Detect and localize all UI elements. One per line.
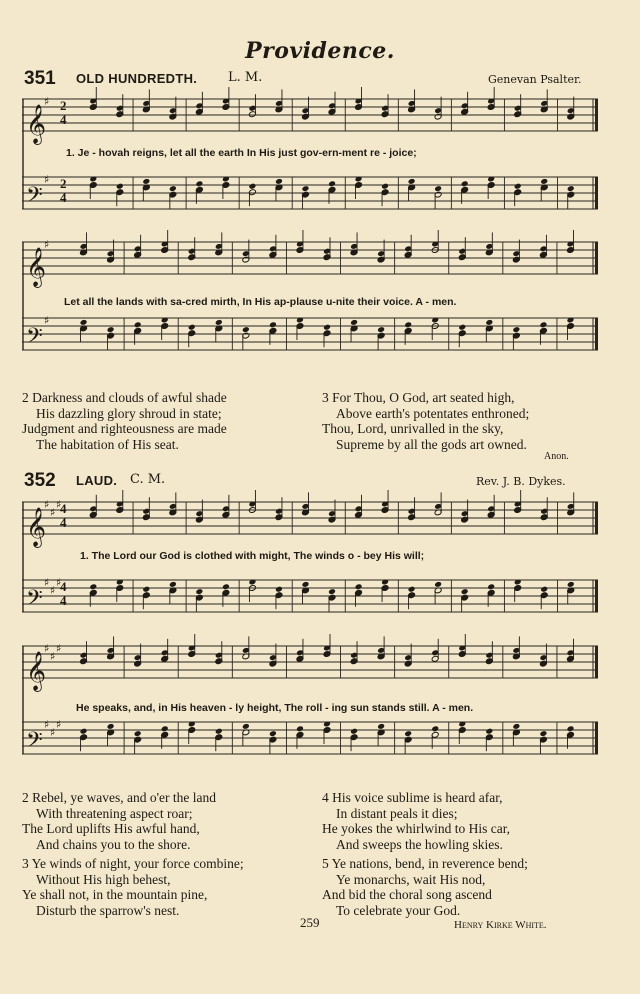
chord <box>487 583 495 606</box>
section-title: Providence. <box>245 38 395 64</box>
chord <box>107 240 115 263</box>
chord <box>431 639 439 662</box>
verse-line: He yokes the whirlwind to His car, <box>322 821 511 836</box>
chord <box>485 728 493 751</box>
verse-block <box>322 390 529 452</box>
chord <box>161 317 169 340</box>
verse-line: 2 Darkness and clouds of awful shade <box>22 390 227 405</box>
treble-clef-icon: 𝄞 <box>26 507 47 547</box>
chord <box>355 583 363 606</box>
chord <box>408 497 416 520</box>
chord <box>195 588 203 611</box>
tune-name: OLD HUNDREDTH. <box>76 71 198 86</box>
chord <box>195 92 203 115</box>
treble-staff <box>22 99 598 131</box>
chord <box>567 639 575 662</box>
chord <box>350 728 358 751</box>
chord <box>408 178 416 201</box>
chord <box>381 579 389 602</box>
verse-line: 3 For Thou, O God, art seated high, <box>322 390 515 405</box>
chord <box>134 730 142 753</box>
chord <box>169 185 177 208</box>
bass-staff <box>22 580 598 612</box>
verse-line: And chains you to the shore. <box>36 836 191 852</box>
time-signature: 4 <box>60 112 67 127</box>
chord <box>458 324 466 347</box>
hymn-number: 352 <box>24 470 56 491</box>
chord <box>242 326 250 349</box>
chord <box>431 317 439 340</box>
chord <box>485 232 493 255</box>
chord <box>404 644 412 667</box>
verse-line: In distant peals it dies; <box>336 805 458 821</box>
chord <box>408 586 416 609</box>
time-signature: 4 <box>60 501 67 516</box>
chord <box>514 183 522 206</box>
chord <box>116 183 124 206</box>
chord <box>107 326 115 349</box>
verse-line: Disturb the sparrow's nest. <box>36 902 180 918</box>
chord <box>461 500 469 523</box>
chord <box>107 723 115 746</box>
chord <box>512 240 520 263</box>
chord <box>275 89 283 112</box>
chord <box>80 232 88 255</box>
sharp-icon: ♯ <box>50 650 56 663</box>
sharp-icon: ♯ <box>44 498 50 511</box>
verse-line: 3 Ye winds of night, your force combine; <box>22 856 244 871</box>
time-signature: 4 <box>60 579 67 594</box>
chord <box>116 94 124 117</box>
chord <box>242 636 250 659</box>
chord <box>222 495 230 518</box>
chord <box>434 492 442 515</box>
chord <box>539 730 547 753</box>
chord <box>485 319 493 342</box>
chord <box>302 581 310 604</box>
chord <box>161 639 169 662</box>
hymn-number: 351 <box>24 68 56 89</box>
treble-staff <box>22 502 598 534</box>
chord <box>434 581 442 604</box>
verse-line: 2 Rebel, ye waves, and o'er the land <box>22 790 216 805</box>
author-credit: Henry Kirke White. <box>454 919 547 931</box>
chord <box>215 232 223 255</box>
verse-line: Ye monarchs, wait His nod, <box>336 871 486 887</box>
lyrics-line: 1. Je - hovah reigns, let all the earth In His just gov-ern-ment re - joice; <box>66 147 417 159</box>
verse-block <box>22 856 244 918</box>
sharp-icon: ♯ <box>44 576 50 589</box>
chord <box>487 176 495 199</box>
chord <box>269 644 277 667</box>
bass-clef-icon: 𝄢 <box>26 183 43 213</box>
chord <box>328 92 336 115</box>
chord <box>350 641 358 664</box>
verse-line: His dazzling glory shroud in state; <box>36 405 222 421</box>
chord <box>461 92 469 115</box>
sharp-icon: ♯ <box>44 95 50 108</box>
author-credit: Anon. <box>544 451 569 462</box>
chord <box>116 579 124 602</box>
chord <box>142 497 150 520</box>
verse-line: Without His high behest, <box>36 871 171 887</box>
chord <box>431 725 439 748</box>
chord <box>242 240 250 263</box>
chord <box>296 317 304 340</box>
chord <box>188 324 196 347</box>
chord <box>269 235 277 258</box>
chord <box>512 723 520 746</box>
chord <box>567 725 575 748</box>
music-system <box>22 95 598 223</box>
chord <box>222 176 230 199</box>
treble-clef-icon: 𝄞 <box>26 651 47 691</box>
chord <box>434 97 442 120</box>
verse-line: With threatening aspect roar; <box>36 805 193 821</box>
chord <box>514 579 522 602</box>
sharp-icon: ♯ <box>44 718 50 731</box>
chord <box>377 240 385 263</box>
verse-line: Supreme by all the gods art owned. <box>336 436 527 452</box>
tune-source: Rev. J. B. Dykes. <box>476 475 566 488</box>
chord <box>377 326 385 349</box>
lyrics-line: He speaks, and, in His heaven - ly height, The roll - ing sun stands still. A - men. <box>76 702 474 714</box>
sharp-icon: ♯ <box>56 576 62 589</box>
time-signature: 2 <box>60 176 67 191</box>
verse-line: And sweeps the howling skies. <box>336 836 503 852</box>
chord <box>539 235 547 258</box>
chord <box>540 586 548 609</box>
chord <box>80 728 88 751</box>
chord <box>323 721 331 744</box>
sharp-icon: ♯ <box>44 642 50 655</box>
chord <box>461 588 469 611</box>
chord <box>408 89 416 112</box>
tune-source: Genevan Psalter. <box>488 73 582 86</box>
verse-block <box>22 790 216 852</box>
chord <box>188 237 196 260</box>
verse-block <box>22 390 227 452</box>
chord <box>381 94 389 117</box>
verse-line: Above earth's potentates enthroned; <box>336 405 530 421</box>
bass-clef-icon: 𝄢 <box>26 728 43 758</box>
chord <box>323 324 331 347</box>
chord <box>377 723 385 746</box>
time-signature: 4 <box>60 593 67 608</box>
chord <box>458 237 466 260</box>
chord <box>142 586 150 609</box>
chord <box>540 178 548 201</box>
verse-line: The habitation of His seat. <box>36 436 179 452</box>
chord <box>296 639 304 662</box>
chord <box>169 97 177 120</box>
chord <box>404 321 412 344</box>
sharp-icon: ♯ <box>50 584 56 597</box>
chord <box>169 581 177 604</box>
chord <box>567 317 575 340</box>
chord <box>80 641 88 664</box>
sharp-icon: ♯ <box>56 498 62 511</box>
chord <box>296 725 304 748</box>
chord <box>323 237 331 260</box>
chord <box>89 176 97 199</box>
chord <box>461 180 469 203</box>
chord <box>540 89 548 112</box>
chord <box>355 176 363 199</box>
verse-line: 5 Ye nations, bend, in reverence bend; <box>322 856 528 871</box>
time-signature: 4 <box>60 515 67 530</box>
chord <box>161 725 169 748</box>
chord <box>248 94 256 117</box>
chord <box>377 636 385 659</box>
chord <box>328 180 336 203</box>
sharp-icon: ♯ <box>56 642 62 655</box>
chord <box>567 185 575 208</box>
chord <box>80 319 88 342</box>
bass-staff <box>22 177 598 209</box>
chord <box>222 583 230 606</box>
chord <box>539 644 547 667</box>
verse-line: The Lord uplifts His awful hand, <box>22 821 200 836</box>
chord <box>355 495 363 518</box>
chord <box>89 495 97 518</box>
chord <box>275 497 283 520</box>
verse-line: To celebrate your God. <box>336 902 461 918</box>
sharp-icon: ♯ <box>44 173 50 186</box>
chord <box>458 721 466 744</box>
meter: L. M. <box>228 70 263 85</box>
treble-clef-icon: 𝄞 <box>26 247 47 287</box>
chord <box>269 730 277 753</box>
chord <box>195 500 203 523</box>
chord <box>302 185 310 208</box>
chord <box>188 721 196 744</box>
verse-line: Ye shall not, in the mountain pine, <box>22 887 208 902</box>
sharp-icon: ♯ <box>44 238 50 251</box>
chord <box>540 497 548 520</box>
chord <box>328 588 336 611</box>
chord <box>134 644 142 667</box>
chord <box>215 319 223 342</box>
chord <box>248 183 256 206</box>
chord <box>248 579 256 602</box>
chord <box>242 723 250 746</box>
chord <box>215 728 223 751</box>
chord <box>350 319 358 342</box>
chord <box>404 730 412 753</box>
chord <box>195 180 203 203</box>
bass-clef-icon: 𝄢 <box>26 586 43 616</box>
chord <box>514 94 522 117</box>
lyrics-line: 1. The Lord our God is clothed with might, The winds o - bey His will; <box>80 550 425 562</box>
chord <box>134 321 142 344</box>
chord <box>539 321 547 344</box>
chord <box>487 495 495 518</box>
verse-block <box>322 856 528 918</box>
chord <box>142 178 150 201</box>
chord <box>567 492 575 515</box>
chord <box>328 500 336 523</box>
time-signature: 4 <box>60 190 67 205</box>
verse-line: Thou, Lord, unrivalled in the sky, <box>322 421 504 436</box>
chord <box>169 492 177 515</box>
treble-clef-icon: 𝄞 <box>26 104 47 144</box>
chord <box>434 185 442 208</box>
page-number: 259 <box>300 915 320 930</box>
chord <box>302 97 310 120</box>
chord <box>215 641 223 664</box>
chord <box>142 89 150 112</box>
bass-clef-icon: 𝄢 <box>26 324 43 354</box>
chord <box>302 492 310 515</box>
chord <box>107 636 115 659</box>
chord <box>89 583 97 606</box>
chord <box>512 636 520 659</box>
chord <box>567 97 575 120</box>
chord <box>275 586 283 609</box>
meter: C. M. <box>130 472 166 487</box>
chord <box>275 178 283 201</box>
sharp-icon: ♯ <box>50 506 56 519</box>
lyrics-line: Let all the lands with sa-cred mirth, In His ap-plause u-nite their voice. A - men. <box>64 296 457 308</box>
sharp-icon: ♯ <box>50 726 56 739</box>
time-signature: 2 <box>60 98 67 113</box>
tune-name: LAUD. <box>76 473 118 488</box>
chord <box>350 232 358 255</box>
chord <box>381 183 389 206</box>
chord <box>134 235 142 258</box>
verse-block <box>322 790 510 852</box>
chord <box>567 581 575 604</box>
sharp-icon: ♯ <box>56 718 62 731</box>
verse-line: Judgment and righteousness are made <box>22 421 227 436</box>
chord <box>269 321 277 344</box>
chord <box>512 326 520 349</box>
chord <box>404 235 412 258</box>
verse-line: 4 His voice sublime is heard afar, <box>322 790 503 805</box>
sharp-icon: ♯ <box>44 314 50 327</box>
verse-line: And bid the choral song ascend <box>322 887 492 902</box>
chord <box>485 641 493 664</box>
